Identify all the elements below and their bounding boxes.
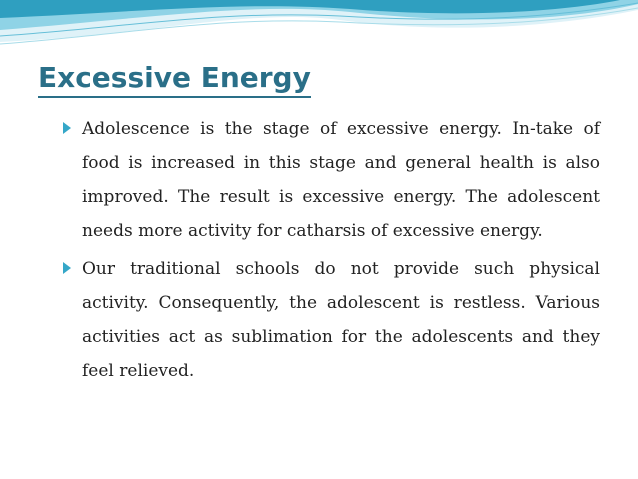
- triangle-bullet-icon: [63, 122, 71, 134]
- slide-title: Excessive Energy: [38, 60, 311, 98]
- bullet-text: Our traditional schools do not provide such physical activity. Consequently, the adolescent is restless. Various activities act as sublimation for the adolescents and they feel relieved.: [82, 259, 600, 381]
- triangle-bullet-icon: [63, 262, 71, 274]
- bullet-item: [60, 112, 600, 248]
- bullet-text: Adolescence is the stage of excessive energy. In-take of food is increased in this stage and general health is also improved. The result is excessive energy. The adolescent needs more activity for catharsis of excessive energy.: [82, 119, 600, 241]
- bullet-item: [60, 252, 600, 388]
- bullet-list: [60, 112, 600, 392]
